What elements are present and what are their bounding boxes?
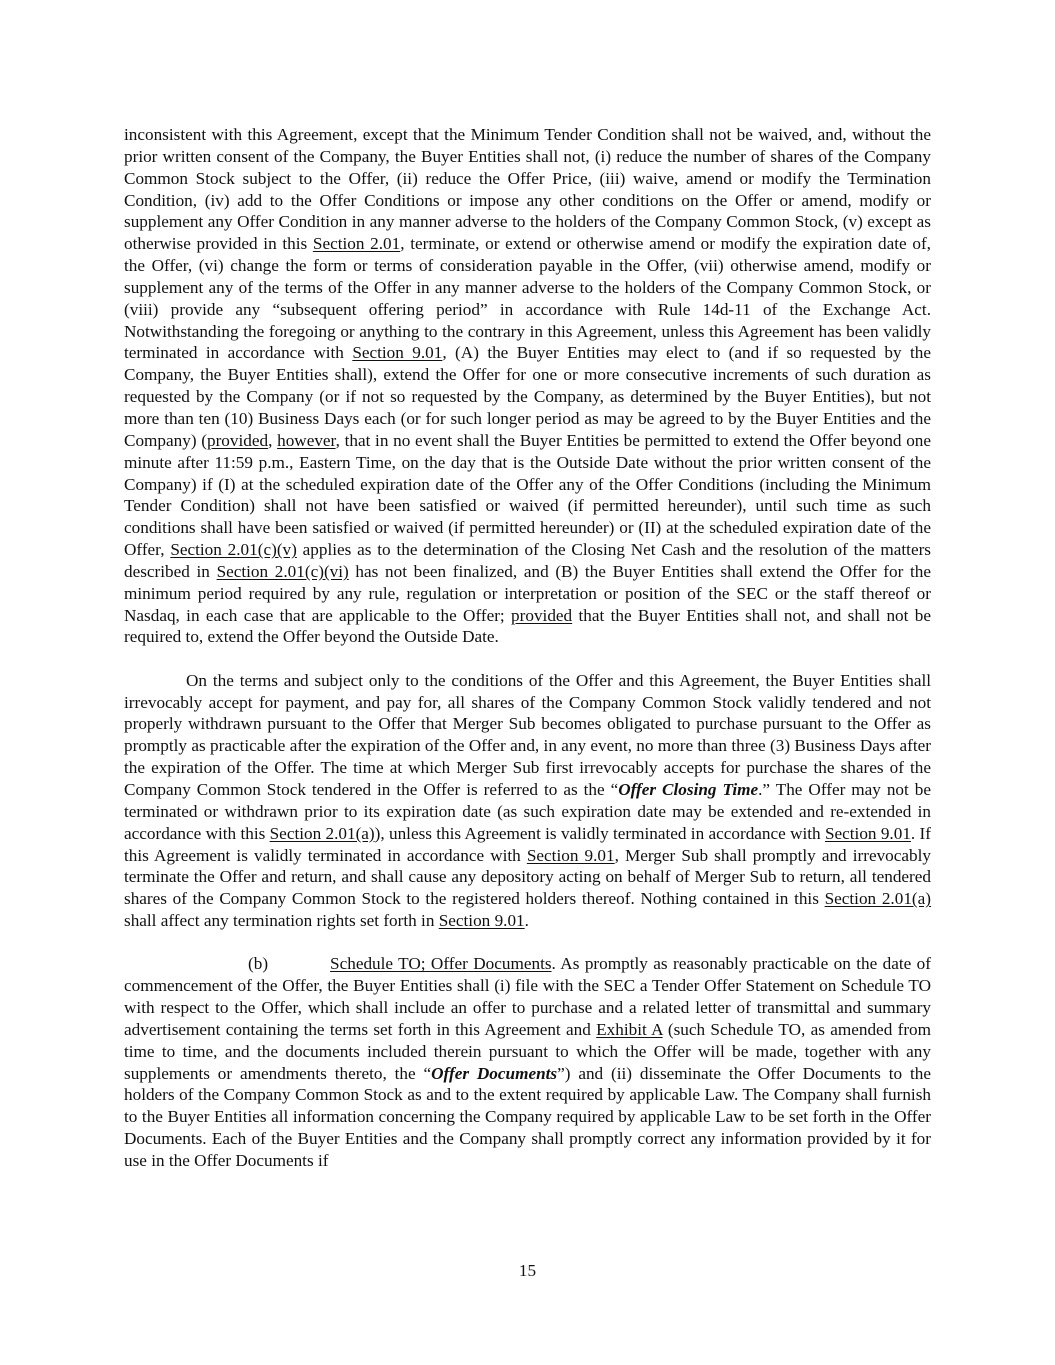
subsection-heading: Schedule TO; Offer Documents xyxy=(330,954,552,974)
section-reference: Section 2.01 xyxy=(312,234,401,254)
section-reference: Section 9.01 xyxy=(526,845,615,865)
page-number: 15 xyxy=(518,1261,537,1280)
section-reference: Section 2.01(c)(v) xyxy=(170,540,297,560)
section-reference: Section 9.01 xyxy=(352,343,443,363)
defined-term: Offer Documents xyxy=(431,1063,558,1083)
subsection-label: (b) xyxy=(248,954,269,974)
paragraph-offer-extension: inconsistent with this Agreement, except that the Minimum Tender Condition shall not be waived, and, without the prior written consent of the Company, the Buyer Entities shall not, (i) reduce the number of shares of the Company Common Stock subject to the Offer, (ii) reduce the Offer Price, (iii) waive, amend or modify the Termination Condition, (iv) add to the Offer Conditions or impose any other conditions on the Offer or amend, modify or supplement any Offer Condition in any manner adverse to the holders of the Company Common Stock, (v) except as otherwise provided in this Section 2.01, terminate, or extend or otherwise amend or modify the expiration date of, the Offer, (vi) change the form or terms of consideration payable in the Offer, (vii) otherwise amend, modify or supplement any of the terms of the Offer in any manner adverse to the holders of the Company Common Stock, or (viii) provide any “subsequent offering period” in accordance with Rule 14d-11 of the Exchange Act. Notwithstanding the foregoing or anything to the contrary in this Agreement, unless this Agreement has been validly terminated in accordance with Section 9.01, (A) the Buyer Entities may elect to (and if so requested by the Company, the Buyer Entities shall), extend the Offer for one or more consecutive increments of such duration as requested by the Company (or if not so requested by the Company, as determined by the Buyer Entities), but not more than ten (10) Business Days each (or for such longer period as may be agreed to by the Buyer Entities and the Company) (provided, however, that in no event shall the Buyer Entities be permitted to extend the Offer beyond one minute after 11:59 p.m., Eastern Time, on the day that is the Outside Date without the prior written consent of the Company) if (I) at the scheduled expiration date of the Offer any of the Offer Conditions (including the Minimum Tender Condition) shall not have been satisfied or waived (if permitted hereunder), until such time as such conditions shall have been satisfied or waived (if permitted hereunder) or (II) at the scheduled expiration date of the Offer, Section 2.01(c)(v) applies as to the determination of the Closing Net Cash and the resolution of the matters described in Section 2.01(c)(vi) has not been finalized, and (B) the Buyer Entities shall extend the Offer for the minimum period required by any rule, regulation or interpretation or position of the SEC or the staff thereof or Nasdaq, in each case that are applicable to the Offer; provided that the Buyer Entities shall not, and shall not be required to, extend the Offer beyond the Outside Date. xyxy=(124,125,932,647)
section-reference: Section 9.01 xyxy=(824,823,911,843)
however-term: however xyxy=(277,430,336,450)
exhibit-reference: Exhibit A xyxy=(596,1019,663,1039)
defined-term: Offer Closing Time xyxy=(618,779,759,799)
provided-term: provided xyxy=(511,605,573,625)
section-reference: Section 2.01(c)(vi) xyxy=(216,561,349,581)
section-reference: Section 2.01(a) xyxy=(269,823,375,843)
paragraph-schedule-to: (b) Schedule TO; Offer Documents. As promptly as reasonably practicable on the date of commencement of the Offer, the Buyer Entities shall (i) file with the SEC a Tender Offer Statement on Schedule TO with respect to the Offer, which shall include an offer to purchase and a related letter of transmittal and summary advertisement containing the terms set forth in this Agreement and Exhibit A (such Schedule TO, as amended from time to time, and the documents included therein pursuant to which the Offer will be made, together with any supplements or amendments thereto, the “Offer Documents”) and (ii) disseminate the Offer Documents to the holders of the Company Common Stock as and to the extent required by applicable Law. The Company shall furnish to the Buyer Entities all information concerning the Company required by applicable Law to be set forth in the Offer Documents. Each of the Buyer Entities and the Company shall promptly correct any information provided by it for use in the Offer Documents if xyxy=(124,954,931,1170)
paragraph-offer-acceptance: On the terms and subject only to the conditions of the Offer and this Agreement, the Buyer Entities shall irrevocably accept for payment, and pay for, all shares of the Company Common Stock validly tendered and not properly withdrawn pursuant to the Offer that Merger Sub becomes obligated to purchase pursuant to the Offer as promptly as practicable after the expiration of the Offer and, in any event, no more than three (3) Business Days after the expiration of the Offer. The time at which Merger Sub first irrevocably accepts for purchase the shares of the Company Common Stock tendered in the Offer is referred to as the “Offer Closing Time.” The Offer may not be terminated or withdrawn prior to its expiration date (as such expiration date may be extended and re-extended in accordance with this Section 2.01(a)), unless this Agreement is validly terminated in accordance with Section 9.01. If this Agreement is validly terminated in accordance with Section 9.01, Merger Sub shall promptly and irrevocably terminate the Offer and return, and shall cause any depository acting on behalf of Merger Sub to return, all tendered shares of the Company Common Stock to the registered holders thereof. Nothing contained in this Section 2.01(a) shall affect any termination rights set forth in Section 9.01. xyxy=(124,670,931,931)
section-reference: Section 2.01(a) xyxy=(824,889,931,909)
document-page xyxy=(124,124,931,1172)
provided-term: provided xyxy=(206,430,269,450)
section-reference: Section 9.01 xyxy=(438,911,525,931)
